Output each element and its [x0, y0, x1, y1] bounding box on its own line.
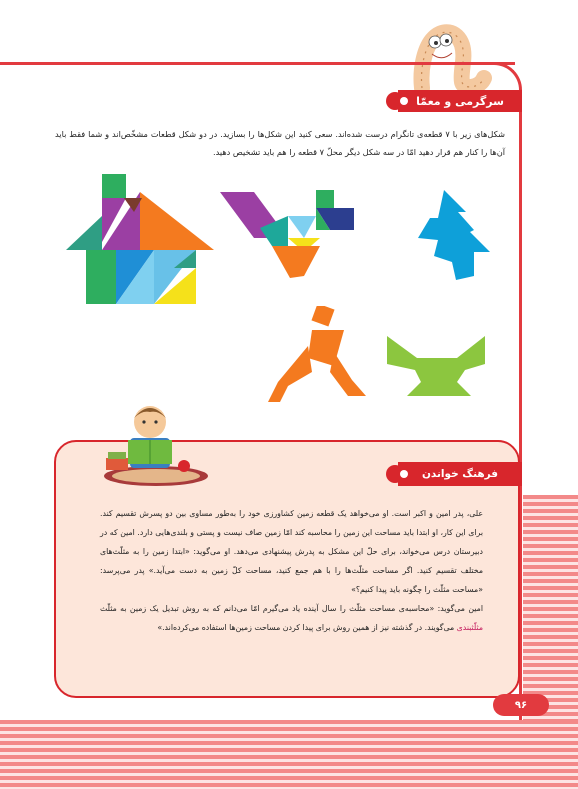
reading-paragraph-2	[100, 599, 483, 637]
top-frame-line	[0, 62, 515, 65]
page-number: ۹۶	[493, 694, 549, 716]
section-header	[398, 90, 522, 112]
header-dot	[400, 97, 408, 105]
boy-reading-illustration-icon	[100, 398, 212, 488]
reading-dot	[400, 470, 408, 478]
reading-paragraph-1: علی، پدر امین و اکبر است. او می‌خواهد یک قطعه زمین کشاورزی خود را به‌طور مساوی بین دو پسرش تقسیم کند. برای این کار، او ابتدا باید مساحت این زمین را محاسبه کند امّا زمین صاف نیست و پستی و بلندی‌هایی دارد. امین که در دبیرستان درس می‌خواند، برای حلّ این مشکل به پدرش پیشنهادی می‌دهد. او می‌گوید: «ابتدا زمین را به مثلّث‌های مختلف تقسیم کنید. اگر مساحت مثلّث‌ها را با هم جمع کنید، مساحت کلّ زمین به دست می‌آید.» پدر می‌پرسد: «مساحت مثلّث را چگونه باید پیدا کنیم؟»	[100, 509, 483, 594]
reading-p2-part2: می‌گویند. در گذشته نیز از همین روش برای پیدا کردن مساحت زمین‌ها استفاده می‌کرده‌اند.»	[157, 623, 457, 632]
reading-title: فرهنگ خواندن	[421, 468, 499, 480]
decorative-stripes-bottom	[0, 720, 578, 789]
tangram-arrow-icon	[414, 190, 494, 282]
tangram-bird-icon	[220, 186, 360, 280]
tangram-runner-icon	[268, 306, 368, 404]
reading-p2-highlight: مثلّثبندی	[456, 623, 483, 632]
section-title: سرگرمی و معمّا	[416, 94, 504, 108]
reading-header	[398, 462, 522, 486]
reading-body	[100, 504, 483, 637]
reading-p2-part1: امین می‌گوید: «محاسبه‌ی مساحت مثلّث را سال آینده یاد می‌گیرم امّا می‌دانم که به روش تبدیل یک زمین به مثلّث	[100, 604, 483, 613]
intro-paragraph: شکل‌های زیر با ۷ قطعه‌ی تانگرام درست شده‌اند. سعی کنید این شکل‌ها را بسازید. در دو شکل قطعات مشخّص‌اند و شما فقط باید آن‌ها را کنار هم قرار دهید امّا در سه شکل دیگر محلّ ۷ قطعه را هم باید تشخیص دهید.	[55, 129, 505, 157]
tangram-fish-icon	[387, 318, 487, 398]
tangram-house-icon	[64, 172, 216, 308]
